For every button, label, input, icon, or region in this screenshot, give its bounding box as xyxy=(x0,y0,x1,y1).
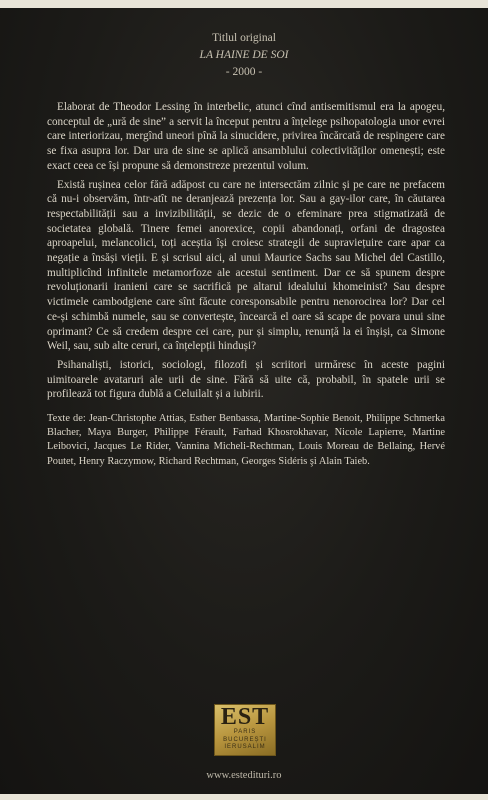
publisher-logo-city: PARIS xyxy=(233,729,257,735)
bottom-edge xyxy=(0,794,488,800)
original-title: LA HAINE DE SOI xyxy=(199,49,289,61)
publisher-website: www.estedituri.ro xyxy=(206,770,282,781)
blurb-paragraph: Psihanaliști, istorici, sociologi, filozofi și scriitori urmăresc în aceste pagini uimitoarele avataruri ale urii de sine. Fără să uite că, probabil, în spatele urii se profilează tot figura dublă a Celuilalt și a iubirii. xyxy=(47,358,445,401)
publisher-logo-name: EST xyxy=(220,704,270,730)
original-year: - 2000 - xyxy=(225,66,263,78)
original-title-block xyxy=(0,30,488,81)
blurb-paragraph: Există rușinea celor fără adăpost cu care ne intersectăm zilnic și pe care ne prefacem că nu-i observăm, într-atît ne deranjează prezența lor. Sau a gay-ilor care, în căutarea respectabilității sau a invizibilității, se dezic de o efeminare prea stigmatizată de societatea globală. Tinere femei anorexice, copii abandonați, orfani de dragostea aproapelui, melancolici, toți aceștia își croiesc strategii de supraviețuire care apar ca negație a însăși vieții. E și scrisul aici, al unui Maurice Sachs sau Michel del Castillo, multiplicînd infinitele metamorfoze ale acestui sentiment. Dar ce să spunem despre revoluționarii iranieni care se sacrifică pe altarul idealului khomeinist? Sau despre victimele cambodgiene care sînt făcute coresponsabile pentru nenorocirea lor? Dar cel ce-și schimbă numele, sau se convertește, încearcă el oare să scape de povara unui sine oprimant? Ce să credem despre cei care, pur și simplu, renunță la ei înșiși, ca Simone Weil, sau, sub alte ceruri, ca înțelepții hinduși? xyxy=(47,178,445,353)
blurb-paragraph: Elaborat de Theodor Lessing în interbelic, atunci cînd antisemitismul era la apogeu, conceptul de „ură de sine” a servit la început pentru a înțelege psihopatologia unor evrei care interiorizau, mergînd uneori pînă la sinucidere, privirea încărcată de respingere care se fixa asupra lor. Dar ura de sine se aplică ansamblului colectivităților omenești; este exact ceea ce își propune să demonstreze prezentul volum. xyxy=(47,101,445,172)
original-title-label: Titlul original xyxy=(212,32,276,44)
authors-list: Texte de: Jean-Christophe Attias, Esther Benbassa, Martine-Sophie Benoit, Philippe Schmerka Blacher, Maya Burger, Philippe Férault, Farhad Khosrokhavar, Nicole Lapierre, Martine Leibovici, Jacques Le Rider, Vannina Micheli-Rechtman, Louis Moreau de Bellaing, Hervé Poutet, Henry Raczymow, Richard Rechtman, Georges Sidéris şi Alain Taieb. xyxy=(47,413,445,467)
blurb-text xyxy=(47,100,445,473)
publisher-logo xyxy=(214,704,276,756)
top-edge xyxy=(0,0,488,8)
publisher-logo-city: IERUSALIM xyxy=(224,744,266,750)
publisher-logo-city: BUCUREȘTI xyxy=(223,736,267,743)
